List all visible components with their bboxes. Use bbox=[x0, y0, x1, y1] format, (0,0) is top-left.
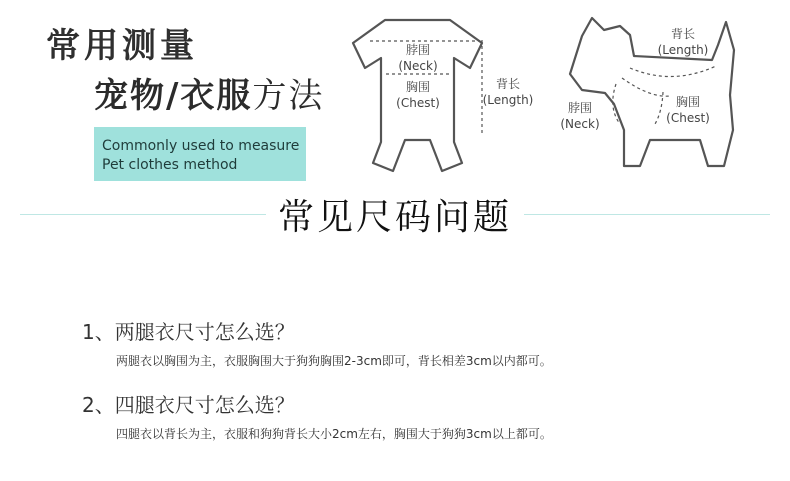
clothes-length-en-label: (Length) bbox=[482, 93, 534, 107]
section-heading bbox=[0, 196, 790, 240]
clothes-neck-en-label: (Neck) bbox=[398, 59, 438, 73]
dog-neck-label: 脖围 bbox=[567, 101, 593, 115]
clothes-chest-en-label: (Chest) bbox=[396, 96, 440, 110]
page-title-line-1: 常用测量 bbox=[46, 26, 198, 66]
page-title-bold: 宠物/衣服 bbox=[94, 76, 253, 116]
dog-length-label: 背长 bbox=[670, 27, 696, 41]
clothes-neck-label: 脖围 bbox=[405, 43, 431, 57]
faq-question-2: 2、四腿衣尺寸怎么选？ bbox=[82, 393, 295, 417]
dog-length-en-label: (Length) bbox=[657, 43, 709, 57]
section-heading-text: 常见尺码问题 bbox=[266, 197, 524, 238]
section-divider bbox=[20, 214, 770, 215]
faq-answer-1: 两腿衣以胸围为主，衣服胸围大于狗狗胸围2-3cm即可，背长相差3cm以内都可。 bbox=[116, 354, 552, 368]
clothes-chest-label: 胸围 bbox=[405, 80, 431, 94]
clothes-length-label: 背长 bbox=[495, 77, 521, 91]
measurement-diagram bbox=[330, 0, 790, 190]
faq-question-1: 1、两腿衣尺寸怎么选？ bbox=[82, 320, 295, 344]
page-title-thin: 方法 bbox=[252, 76, 325, 116]
page-title-line-2 bbox=[94, 76, 324, 116]
dog-chest-label: 胸围 bbox=[675, 95, 701, 109]
dog-outline bbox=[567, 18, 734, 166]
english-subtitle-box bbox=[94, 127, 306, 181]
dog-neck-en-label: (Neck) bbox=[560, 117, 600, 131]
dog-chest-en-label: (Chest) bbox=[666, 111, 710, 125]
faq-answer-2: 四腿衣以背长为主，衣服和狗狗背长大小2cm左右，胸围大于狗狗3cm以上都可。 bbox=[116, 427, 552, 441]
english-subtitle-line-1: Commonly used to measure bbox=[102, 138, 300, 154]
english-subtitle-line-2: Pet clothes method bbox=[102, 157, 238, 173]
